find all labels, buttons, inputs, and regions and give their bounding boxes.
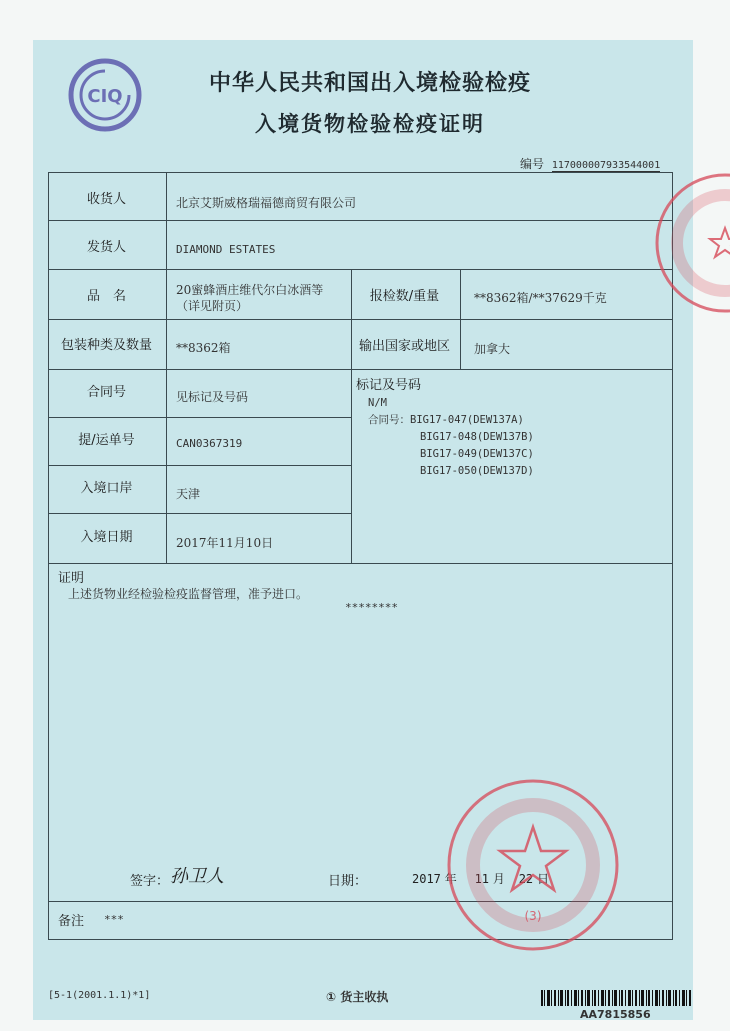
goods-value-line2: （详见附页）	[176, 299, 249, 313]
contract-label: 合同号	[86, 385, 126, 400]
goods-label: 品 名	[86, 289, 126, 304]
contract-value: 见标记及号码	[176, 390, 249, 404]
bill-label: 提/运单号	[78, 433, 135, 448]
marks-line-1: 合同号：BIG17-047(DEW137A)	[368, 414, 524, 426]
sign-date: 2017 年 11 月 22 日	[412, 872, 549, 886]
marks-line-2: BIG17-048(DEW137B)	[420, 431, 534, 443]
qty-weight-label: 报检数/重量	[369, 289, 440, 304]
consignor-value: DIAMOND ESTATES	[176, 243, 276, 256]
certificate-stars: ********	[345, 601, 398, 614]
signature: 孙卫人	[170, 866, 224, 887]
official-seal	[443, 775, 623, 955]
serial-number: AA7815856	[580, 1008, 651, 1021]
sign-date-label: 日期：	[328, 874, 368, 889]
marks-line-3: BIG17-049(DEW137C)	[420, 448, 534, 460]
svg-text:(3): (3)	[524, 909, 542, 923]
number-value: 117000007933544001	[551, 160, 661, 171]
certificate-label: 证明	[58, 571, 85, 586]
package-label: 包装种类及数量	[60, 338, 152, 353]
consignor-label: 发货人	[86, 240, 126, 255]
certificate-number	[520, 155, 660, 172]
port-value: 天津	[176, 487, 201, 501]
page-title: 中华人民共和国出入境检验检疫	[208, 71, 531, 96]
remarks-label: 备注	[58, 914, 85, 929]
marks-block	[360, 395, 534, 480]
goods-value-line1: 20蜜蜂酒庄维代尔白冰酒等	[176, 283, 324, 297]
package-value: **8362箱	[176, 341, 231, 355]
remarks-value: ***	[104, 913, 124, 926]
consignee-label: 收货人	[86, 192, 126, 207]
sign-label: 签字：	[130, 874, 170, 889]
copy-label: ① 货主收执	[326, 990, 389, 1004]
entry-date-value: 2017年11月10日	[176, 536, 274, 550]
ciq-logo	[68, 58, 142, 132]
origin-label: 输出国家或地区	[358, 339, 450, 354]
partial-seal	[650, 168, 730, 318]
port-label: 入境口岸	[80, 481, 133, 496]
marks-line-4: BIG17-050(DEW137D)	[420, 465, 534, 477]
barcode	[541, 990, 691, 1006]
qty-weight-value: **8362箱/**37629千克	[474, 291, 607, 305]
svg-text:CIQ: CIQ	[87, 86, 123, 107]
consignee-value: 北京艾斯威格瑞福德商贸有限公司	[176, 196, 357, 210]
marks-label: 标记及号码	[356, 378, 422, 393]
number-label: 编号	[520, 157, 545, 171]
form-code: [5-1(2001.1.1)*1]	[48, 990, 151, 1001]
certificate-title: 入境货物检验检疫证明	[255, 112, 485, 136]
bill-value: CAN0367319	[176, 437, 243, 450]
certificate-statement: 上述货物业经检验检疫监督管理，准予进口。	[68, 587, 309, 601]
origin-value: 加拿大	[474, 342, 511, 356]
entry-date-label: 入境日期	[80, 530, 133, 545]
marks-nm: N/M	[368, 397, 387, 409]
